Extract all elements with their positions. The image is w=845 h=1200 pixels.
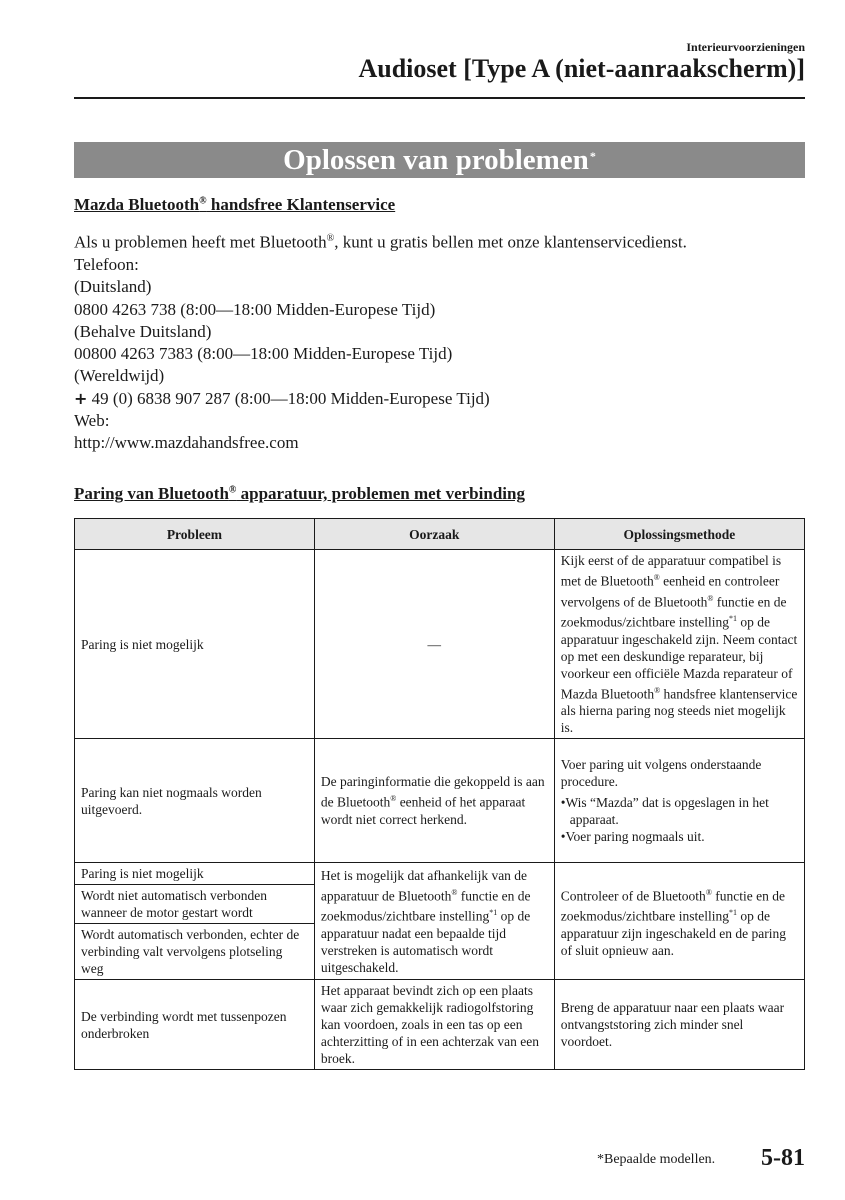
- section-banner: [74, 142, 805, 178]
- solution-cell: Kijk eerst of de apparatuur compatibel is met de Bluetooth® eenheid en controleer vervolgens of de Bluetooth® functie en de zoekmodus/zichtbare instelling$^{*1}$ op de apparatuur ingeschakeld zijn. Neem contact op met een deskundige reparateur, bij voorkeur een officiële Mazda reparateur of Mazda Bluetooth® handsfree klantenservice als hierna paring nog steeds niet mogelijk is.: [554, 550, 804, 739]
- header-cause: Oorzaak: [314, 519, 554, 550]
- except-germany-number: 00800 4263 7383 (8:00—18:00 Midden-Europese Tijd): [74, 344, 453, 364]
- problem-cell: Paring is niet mogelijk: [75, 550, 315, 739]
- cause-cell: Het is mogelijk dat afhankelijk van de apparatuur de Bluetooth® functie en de zoekmodus/zichtbare instelling$^{*1}$ op de apparatuur nadat een bepaalde tijd verstreken is automatisch wordt uitgeschakeld.: [314, 863, 554, 980]
- solution-cell: Breng de apparatuur naar een plaats waar ontvangststoring zich minder snel voordoet.: [554, 980, 804, 1070]
- page-number: 5-81: [761, 1145, 805, 1171]
- problem-cell: De verbinding wordt met tussenpozen onderbroken: [75, 980, 315, 1070]
- cause-cell: —: [314, 550, 554, 739]
- worldwide-number: + 49 (0) 6838 907 287 (8:00—18:00 Midden-Europese Tijd): [74, 388, 490, 408]
- table-row: [75, 739, 805, 863]
- table-row: [75, 550, 805, 739]
- web-label: Web:: [74, 411, 110, 431]
- header-solution: Oplossingsmethode: [554, 519, 804, 550]
- pairing-heading: Paring van Bluetooth® apparatuur, problemen met verbinding: [74, 484, 525, 503]
- web-url[interactable]: http://www.mazdahandsfree.com: [74, 433, 299, 453]
- cause-cell: De paringinformatie die gekoppeld is aan de Bluetooth® eenheid of het apparaat wordt niet correct herkend.: [314, 739, 554, 863]
- worldwide-label: (Wereldwijd): [74, 366, 165, 386]
- section-label: Interieurvoorzieningen: [686, 40, 805, 54]
- service-heading: Mazda Bluetooth® handsfree Klantenservice: [74, 195, 396, 214]
- table-row: [75, 863, 805, 885]
- except-germany-label: (Behalve Duitsland): [74, 321, 212, 341]
- problem-cell: Wordt niet automatisch verbonden wanneer de motor gestart wordt: [75, 885, 315, 924]
- germany-number: 0800 4263 738 (8:00—18:00 Midden-Europese Tijd): [74, 299, 436, 319]
- solution-cell: Controleer of de Bluetooth® functie en de zoekmodus/zichtbare instelling$^{*1}$ op de apparatuur zijn ingeschakeld en de paring of sluit opnieuw aan.: [554, 863, 804, 980]
- table-header-row: [75, 519, 805, 550]
- header-rule: [74, 97, 805, 99]
- chapter-title: Audioset [Type A (niet-aanraakscherm)]: [358, 54, 805, 83]
- phone-label: Telefoon:: [74, 254, 139, 274]
- header-problem: Probleem: [75, 519, 315, 550]
- germany-label: (Duitsland): [74, 277, 152, 297]
- cause-cell: Het apparaat bevindt zich op een plaats waar zich gemakkelijk radiogolfstoring kan voordoen, zoals in een tas op een achterzitting of in een achterzak van een broek.: [314, 980, 554, 1070]
- problem-cell: Wordt automatisch verbonden, echter de verbinding valt vervolgens plotseling weg: [75, 924, 315, 980]
- service-contact-block: [74, 228, 809, 455]
- problem-cell: Paring kan niet nogmaals worden uitgevoerd.: [75, 739, 315, 863]
- problem-cell: Paring is niet mogelijk: [75, 863, 315, 885]
- service-intro: Als u problemen heeft met Bluetooth®, kunt u gratis bellen met onze klantenservicedienst.: [74, 232, 687, 252]
- banner-footnote-mark: *: [589, 148, 596, 163]
- banner-title: Oplossen van problemen: [283, 143, 589, 176]
- troubleshooting-table: [74, 518, 805, 1070]
- solution-cell: Voer paring uit volgens onderstaande procedure. •Wis “Mazda” dat is opgeslagen in het apparaat. •Voer paring nogmaals uit.: [554, 739, 804, 863]
- footnote: *Bepaalde modellen.: [597, 1152, 716, 1167]
- table-row: [75, 980, 805, 1070]
